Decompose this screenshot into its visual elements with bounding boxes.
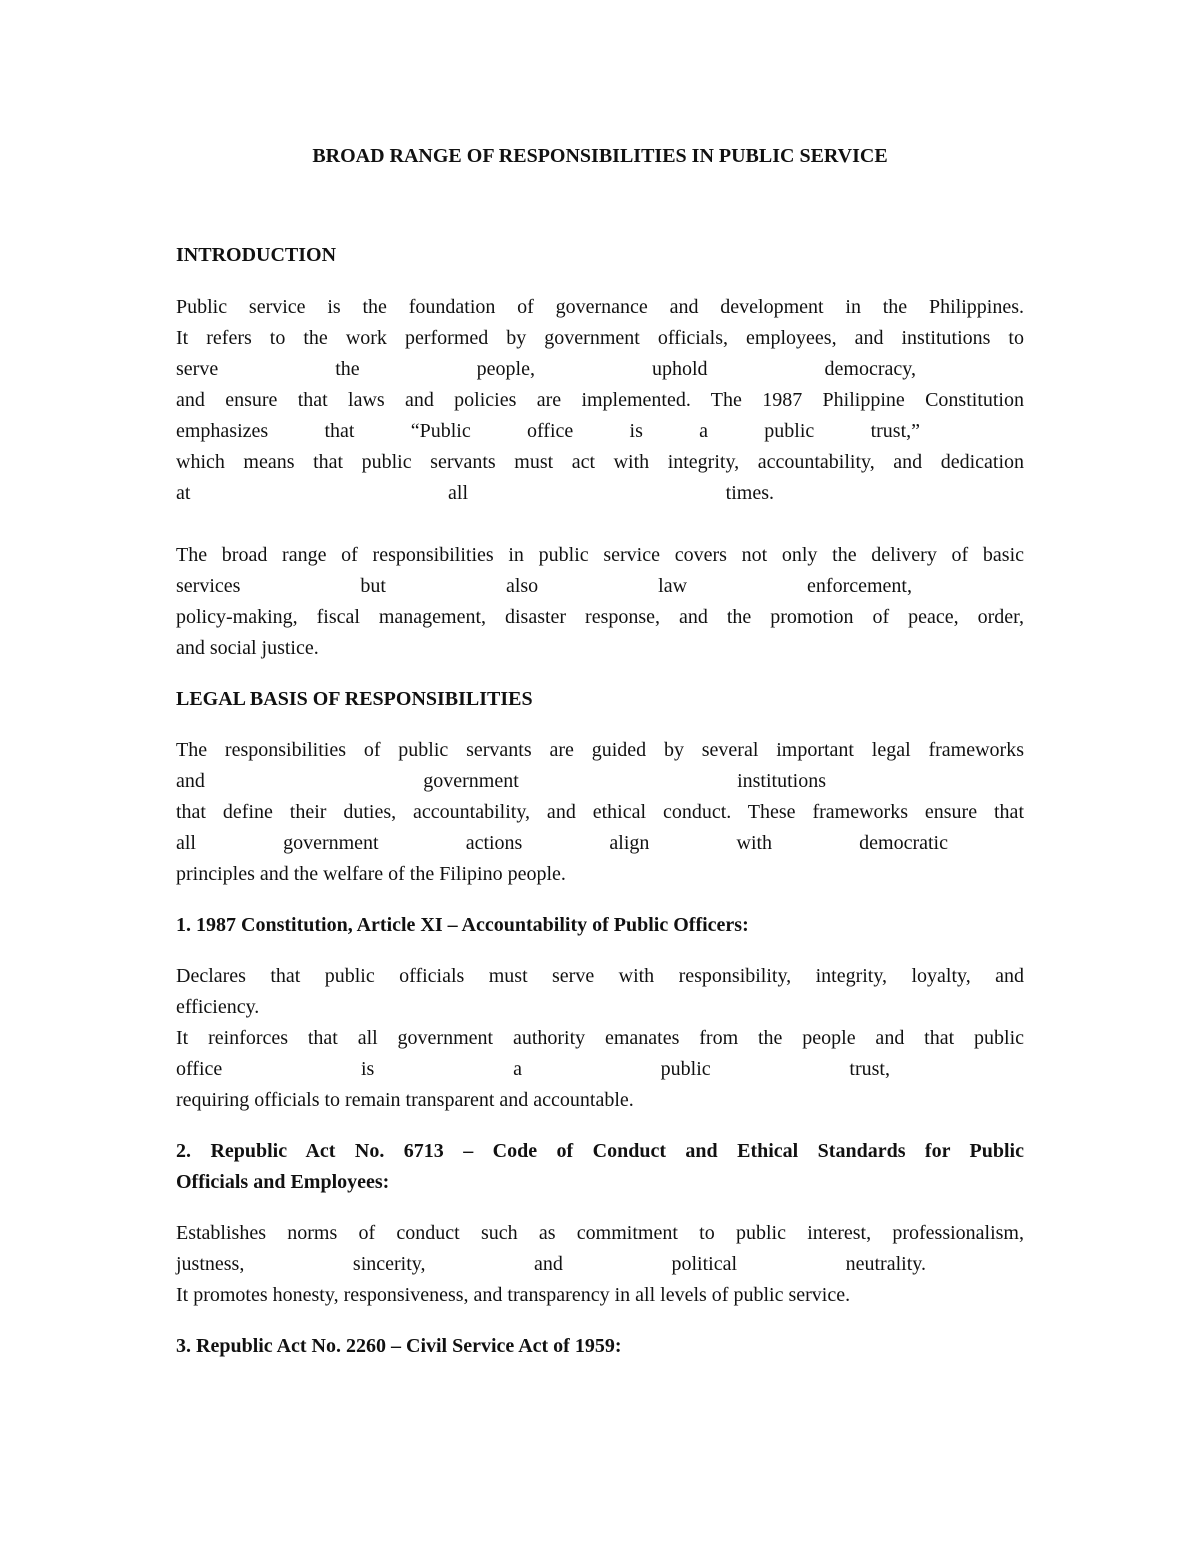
paragraph-line: It promotes honesty, responsiveness, and transparency in all levels of public service.: [176, 1284, 851, 1306]
word: neutrality.: [845, 1253, 926, 1275]
paragraph-line: [176, 1054, 890, 1085]
word: is: [629, 420, 643, 442]
word: but: [360, 575, 386, 597]
paragraph-line: and social justice.: [176, 637, 319, 659]
word: political: [671, 1253, 738, 1275]
word: democracy,: [824, 358, 916, 380]
word: all: [448, 482, 469, 504]
paragraph-line: The broad range of responsibilities in public service covers not only the delivery of basic: [176, 544, 1024, 566]
word: people,: [476, 358, 535, 380]
word: actions: [465, 832, 523, 854]
word: that: [324, 420, 355, 442]
word: uphold: [651, 358, 708, 380]
word: also: [505, 575, 539, 597]
word: serve: [176, 358, 219, 380]
paragraph-line: efficiency.: [176, 996, 260, 1018]
word: government: [423, 770, 519, 792]
word: public: [660, 1058, 711, 1080]
word: democratic: [859, 832, 948, 854]
paragraph-line: requiring officials to remain transparent and accountable.: [176, 1089, 634, 1111]
word: public: [764, 420, 815, 442]
section-heading-legal-basis: LEGAL BASIS OF RESPONSIBILITIES: [176, 688, 533, 710]
section-heading-introduction: INTRODUCTION: [176, 244, 337, 266]
word: office: [176, 1058, 223, 1080]
list-item-heading-2: 2. Republic Act No. 6713 – Code of Conduct and Ethical Standards for Public: [176, 1140, 1024, 1162]
word: align: [609, 832, 650, 854]
paragraph-line: that define their duties, accountability, and ethical conduct. These frameworks ensure that: [176, 801, 1024, 823]
word: and: [534, 1253, 563, 1275]
word: office: [526, 420, 574, 442]
paragraph-line: [176, 416, 920, 447]
paragraph-line: [176, 478, 774, 509]
paragraph-line: principles and the welfare of the Filipino people.: [176, 863, 566, 885]
word: emphasizes: [176, 420, 269, 442]
paragraph-line: and ensure that laws and policies are implemented. The 1987 Philippine Constitution: [176, 389, 1024, 411]
word: a: [513, 1058, 522, 1080]
paragraph-line: policy-making, fiscal management, disaster response, and the promotion of peace, order,: [176, 606, 1024, 628]
paragraph-line: It refers to the work performed by government officials, employees, and institutions to: [176, 327, 1024, 349]
paragraph-line: Public service is the foundation of governance and development in the Philippines.: [176, 296, 1024, 318]
word: law: [658, 575, 688, 597]
word: a: [699, 420, 709, 442]
paragraph-line: [176, 1249, 926, 1280]
word: services: [176, 575, 241, 597]
paragraph-line: [176, 571, 912, 602]
word: at: [176, 482, 191, 504]
paragraph-line: [176, 354, 916, 385]
word: enforcement,: [807, 575, 912, 597]
paragraph-line: It reinforces that all government authority emanates from the people and that public: [176, 1027, 1024, 1049]
word: justness,: [176, 1253, 245, 1275]
list-item-heading-1: 1. 1987 Constitution, Article XI – Accountability of Public Officers:: [176, 914, 749, 936]
word: with: [736, 832, 773, 854]
word: all: [176, 832, 196, 854]
word: times.: [725, 482, 774, 504]
document-title: BROAD RANGE OF RESPONSIBILITIES IN PUBLIC SERVICE: [312, 145, 888, 167]
word: the: [335, 358, 360, 380]
paragraph-line: The responsibilities of public servants are guided by several important legal frameworks: [176, 739, 1024, 761]
paragraph-line: [176, 766, 826, 797]
word: is: [361, 1058, 375, 1080]
word: “Public: [410, 420, 471, 442]
word: government: [283, 832, 379, 854]
word: institutions: [737, 770, 826, 792]
paragraph-line: Declares that public officials must serve with responsibility, integrity, loyalty, and: [176, 965, 1024, 987]
word: and: [176, 770, 205, 792]
word: trust,: [849, 1058, 890, 1080]
paragraph-line: Establishes norms of conduct such as commitment to public interest, professionalism,: [176, 1222, 1024, 1244]
word: sincerity,: [352, 1253, 426, 1275]
list-item-heading-3: 3. Republic Act No. 2260 – Civil Service Act of 1959:: [176, 1335, 622, 1357]
word: trust,”: [870, 420, 920, 442]
paragraph-line: which means that public servants must act with integrity, accountability, and dedication: [176, 451, 1024, 473]
list-item-heading-2-cont: Officials and Employees:: [176, 1171, 390, 1193]
paragraph-line: [176, 828, 948, 859]
